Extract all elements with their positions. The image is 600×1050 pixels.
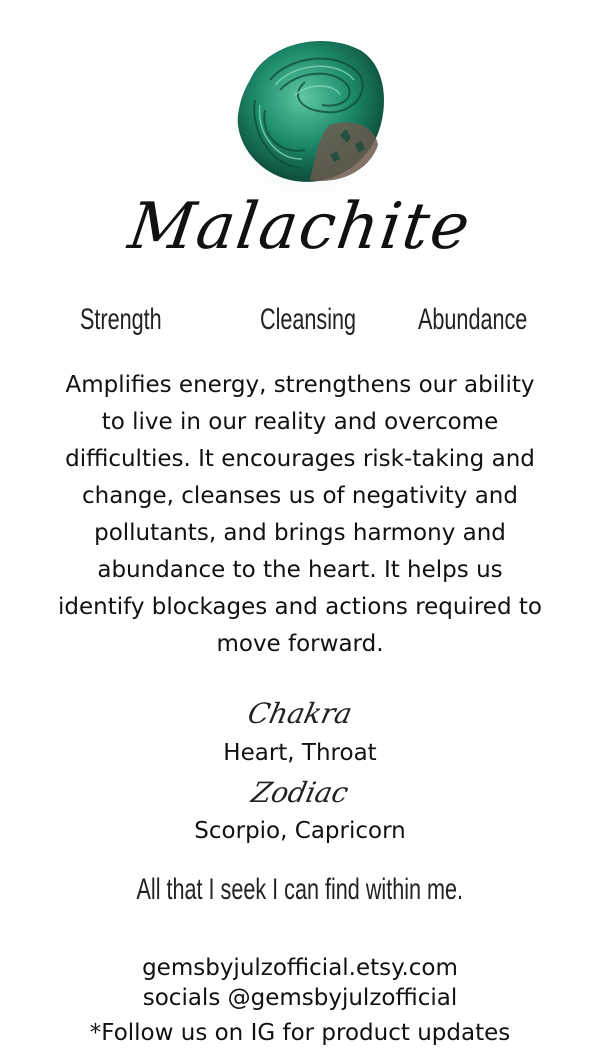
chakra-value: Heart, Throat — [223, 740, 377, 766]
stone-title: Malachite — [124, 190, 476, 264]
zodiac-label: Zodiac — [248, 776, 352, 809]
shop-link[interactable]: gemsbyjulzofficial.etsy.com — [142, 955, 458, 981]
follow-note: *Follow us on IG for product updates — [89, 1020, 511, 1046]
stone-description: Amplifies energy, strengthens our ability to live in our reality and overcome difficulties. It encourages risk-taking and change, cleanses us of negativity and pollutants, and brings harmony and abundance to the heart. It helps us identify blockages and actions required to move forward. — [58, 372, 542, 657]
socials-handle: socials @gemsbyjulzofficial — [142, 985, 458, 1011]
property-cleansing: Cleansing — [260, 303, 357, 336]
affirmation — [0, 873, 600, 907]
chakra-label: Chakra — [244, 697, 356, 730]
property-strength: Strength — [80, 303, 162, 336]
affirmation-text: All that I seek I can find within me. — [136, 873, 464, 906]
zodiac-value: Scorpio, Capricorn — [194, 818, 406, 844]
malachite-stone-image — [210, 20, 400, 210]
property-abundance: Abundance — [418, 303, 528, 336]
